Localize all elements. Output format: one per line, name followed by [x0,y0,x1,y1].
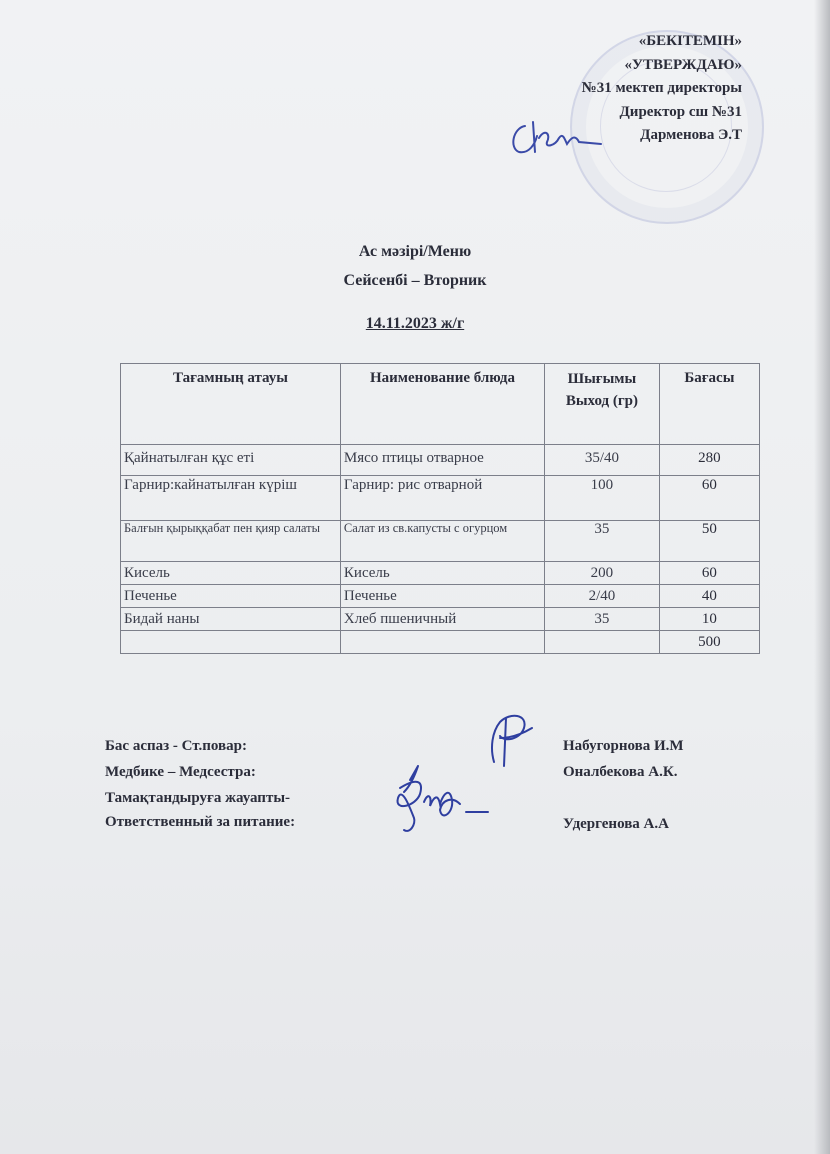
cell-output: 2/40 [545,585,660,608]
nurse-name: Оналбекова А.К. [563,764,678,780]
cell-ru-name: Мясо птицы отварное [340,445,544,476]
cell-price: 50 [659,521,759,562]
cell-price: 40 [659,585,759,608]
header-output-ru: Выход (гр) [565,393,639,409]
cell-empty [121,631,341,654]
table-row [121,445,760,476]
table-total-row [121,631,760,654]
approval-director-name: Дарменова Э.Т [640,127,742,143]
responsible-role-kz: Тамақтандыруға жауапты- [105,790,291,806]
cell-price: 280 [659,445,759,476]
menu-title: Ас мәзірі/Меню [358,243,472,260]
chef-role: Бас аспаз - Ст.повар: [105,738,247,754]
responsible-role-ru: Ответственный за питание: [105,814,296,830]
cell-kz-name: Қайнатылған құс еті [121,445,341,476]
cell-ru-name: Салат из св.капусты с огурцом [340,521,544,562]
approval-director-ru: Директор сш №31 [619,103,742,120]
cell-output: 35 [545,521,660,562]
cell-output: 200 [545,562,660,585]
table-row [121,521,760,562]
cell-ru-name: Печенье [340,585,544,608]
table-row [121,608,760,631]
page-edge-shadow [814,0,830,1154]
cell-price: 10 [659,608,759,631]
menu-date: 14.11.2023 ж/г [365,315,465,332]
table-row [121,562,760,585]
cell-kz-name: Печенье [121,585,341,608]
menu-day: Сейсенбі – Вторник [343,272,487,289]
cell-empty [340,631,544,654]
header-output-kz: Шығымы [567,371,637,387]
cell-kz-name: Гарнир:кайнатылған күріш [121,476,341,521]
nurse-role: Медбике – Медсестра: [105,764,256,780]
menu-table [120,363,760,654]
cell-price: 60 [659,476,759,521]
cell-empty [545,631,660,654]
header-kz-name: Тағамның атауы [121,364,341,445]
cell-price: 60 [659,562,759,585]
responsible-name: Удергенова А.А [563,816,669,832]
cell-output: 35/40 [545,445,660,476]
nurse-signature [380,760,510,840]
header-ru-name: Наименование блюда [340,364,544,445]
director-signature [505,108,605,168]
cell-kz-name: Кисель [121,562,341,585]
cell-output: 35 [545,608,660,631]
approval-line-ru: «УТВЕРЖДАЮ» [624,56,742,73]
table-row [121,476,760,521]
header-price: Бағасы [659,364,759,445]
table-row [121,585,760,608]
cell-output: 100 [545,476,660,521]
approval-line-kz: «БЕКІТЕМІН» [638,33,742,49]
cell-ru-name: Хлеб пшеничный [340,608,544,631]
cell-kz-name: Балғын қырыққабат пен қияр салаты [121,521,341,562]
cell-ru-name: Гарнир: рис отварной [340,476,544,521]
cell-kz-name: Бидай наны [121,608,341,631]
chef-name: Набугорнова И.М [563,738,684,754]
approval-block [582,30,742,148]
table-header-row [121,364,760,445]
cell-total: 500 [659,631,759,654]
cell-ru-name: Кисель [340,562,544,585]
chef-signature [470,708,550,768]
header-output [545,364,660,445]
approval-director-kz: №31 мектеп директоры [581,80,742,96]
